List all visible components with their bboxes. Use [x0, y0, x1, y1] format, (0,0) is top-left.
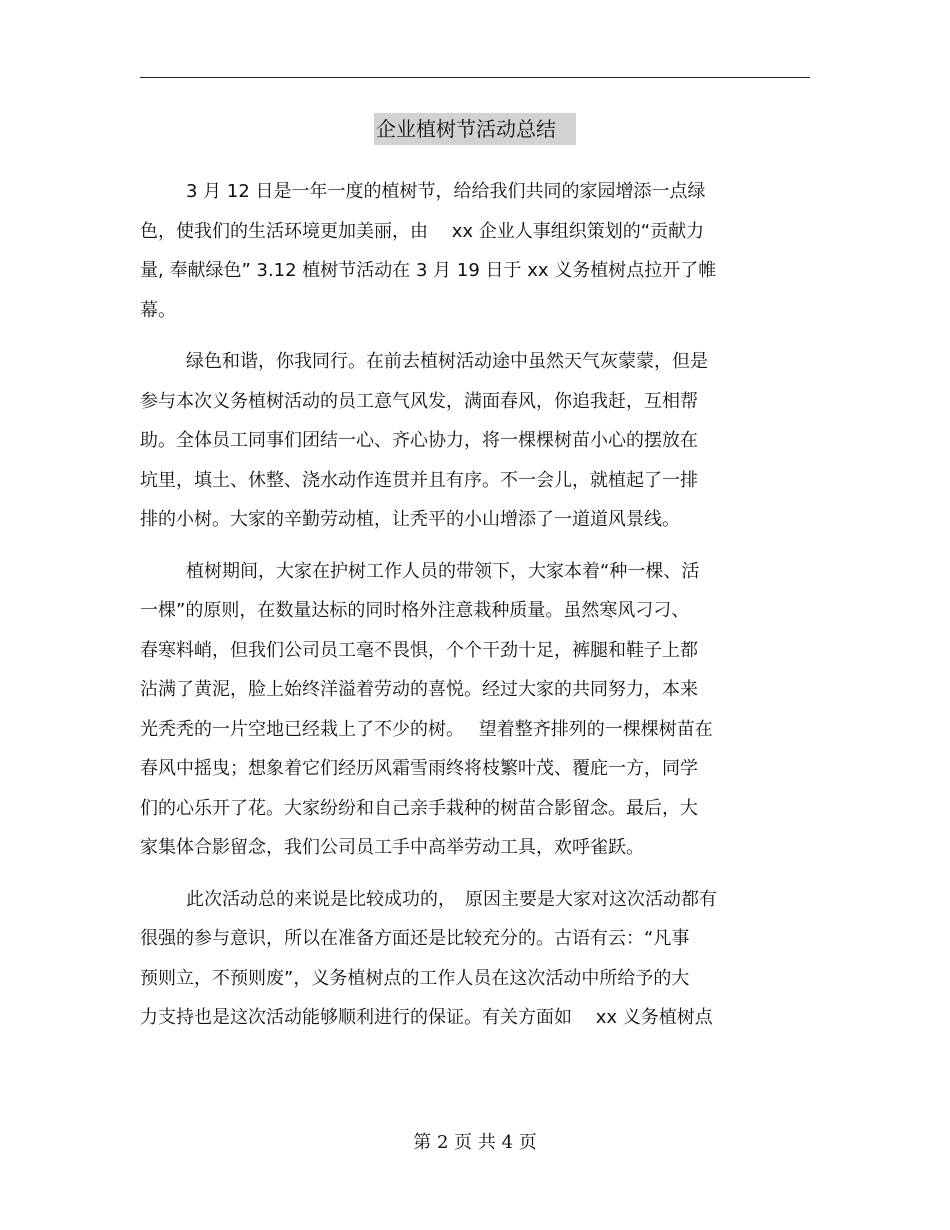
- text-line: 春风中摇曳；想象着它们经历风霜雪雨终将枝繁叶茂、覆庇一方，同学: [140, 758, 698, 779]
- paragraph-1: [140, 172, 810, 330]
- text-line: 预则立，不预则废”，义务植树点的工作人员在这次活动中所给予的大: [140, 967, 690, 989]
- text-line: 春寒料峭，但我们公司员工毫不畏惧，个个干劲十足，裤腿和鞋子上都: [140, 639, 698, 661]
- text-line: 沾满了黄泥，脸上始终洋溢着劳动的喜悦。经过大家的共同努力，本来: [140, 679, 698, 700]
- text-line: 助。全体员工同事们团结一心、齐心协力，将一棵棵树苗小心的摆放在: [140, 430, 698, 451]
- text-line: 一棵”的原则，在数量达标的同时格外注意栽种质量。虽然寒风刁刁、: [140, 600, 690, 621]
- paragraph-3: [140, 552, 810, 868]
- text-line: 3 月 12 日是一年一度的植树节，给给我们共同的家园增添一点绿: [186, 181, 706, 202]
- paragraph-4: [140, 880, 810, 1038]
- text-line: 量, 奉献绿色” 3.12 植树节活动在 3 月 19 日于 xx 义务植树点拉开了帷: [140, 260, 717, 281]
- text-line: 参与本次义务植树活动的员工意气风发，满面春风，你追我赶，互相帮: [140, 390, 698, 412]
- text-line: 色，使我们的生活环境更加美丽，由 xx 企业人事组织策划的“贡献力: [140, 220, 705, 242]
- paragraph-2: [140, 342, 810, 540]
- text-line: 家集体合影留念，我们公司员工手中高举劳动工具，欢呼雀跃。: [140, 837, 644, 858]
- text-line: 光秃秃的一片空地已经栽上了不少的树。 望着整齐排列的一棵棵树苗在: [140, 718, 713, 740]
- text-line: 很强的参与意识，所以在准备方面还是比较充分的。古语有云：“凡事: [140, 928, 690, 949]
- text-line: 坑里，填土、休整、浇水动作连贯并且有序。不一会儿，就植起了一排: [140, 469, 698, 491]
- text-line: 们的心乐开了花。大家纷纷和自己亲手栽种的树苗合影留念。最后，大: [140, 797, 698, 819]
- text-line: 此次活动总的来说是比较成功的， 原因主要是大家对这次活动都有: [186, 888, 717, 910]
- document-body: [140, 172, 810, 1050]
- header-rule: [140, 77, 810, 78]
- title-container: [0, 113, 950, 145]
- text-line: 绿色和谐，你我同行。在前去植树活动途中虽然天气灰蒙蒙，但是: [186, 351, 708, 372]
- page-number: 第 2 页 共 4 页: [413, 1132, 537, 1153]
- text-line: 力支持也是这次活动能够顺利进行的保证。有关方面如 xx 义务植树点: [140, 1007, 713, 1028]
- text-line: 植树期间，大家在护树工作人员的带领下，大家本着“种一棵、活: [186, 560, 700, 582]
- document-title: 企业植树节活动总结: [374, 113, 576, 145]
- text-line: 幕。: [140, 299, 176, 321]
- text-line: 排的小树。大家的辛勤劳动植，让秃平的小山增添了一道道风景线。: [140, 509, 680, 530]
